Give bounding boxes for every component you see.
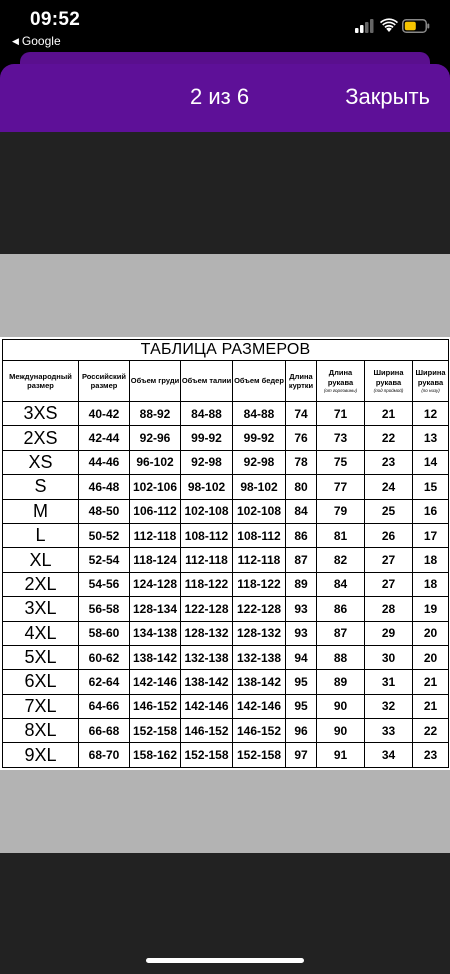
table-cell: 90 bbox=[317, 694, 365, 718]
table-cell: 73 bbox=[317, 426, 365, 450]
table-cell: 92-98 bbox=[181, 450, 233, 474]
back-triangle-icon: ◀ bbox=[12, 35, 19, 46]
table-cell: 86 bbox=[317, 597, 365, 621]
table-cell: 146-152 bbox=[130, 694, 181, 718]
table-row bbox=[3, 499, 449, 523]
size-label-cell: L bbox=[3, 523, 79, 547]
table-cell: 152-158 bbox=[181, 743, 233, 767]
table-cell: 27 bbox=[365, 548, 413, 572]
table-cell: 132-138 bbox=[181, 645, 233, 669]
table-cell: 90 bbox=[317, 719, 365, 743]
size-label-cell: 7XL bbox=[3, 694, 79, 718]
cellular-signal-icon bbox=[355, 19, 375, 33]
column-header bbox=[181, 361, 233, 402]
back-app-label: Google bbox=[21, 34, 61, 48]
table-cell: 13 bbox=[413, 426, 449, 450]
table-cell: 158-162 bbox=[130, 743, 181, 767]
table-cell: 21 bbox=[413, 670, 449, 694]
column-header-label: Объем бедер bbox=[234, 376, 284, 386]
table-cell: 112-118 bbox=[130, 523, 181, 547]
table-cell: 108-112 bbox=[181, 523, 233, 547]
size-label-cell: 5XL bbox=[3, 645, 79, 669]
table-cell: 33 bbox=[365, 719, 413, 743]
column-header-label: Длина рукава bbox=[327, 368, 354, 387]
table-cell: 84-88 bbox=[233, 402, 286, 426]
table-cell: 68-70 bbox=[79, 743, 130, 767]
column-header-note: (по низу) bbox=[421, 388, 440, 394]
back-to-app-link[interactable] bbox=[12, 34, 61, 48]
table-cell: 62-64 bbox=[79, 670, 130, 694]
table-cell: 122-128 bbox=[233, 597, 286, 621]
table-cell: 93 bbox=[286, 621, 317, 645]
table-row bbox=[3, 597, 449, 621]
table-cell: 20 bbox=[413, 621, 449, 645]
table-cell: 44-46 bbox=[79, 450, 130, 474]
table-cell: 20 bbox=[413, 645, 449, 669]
table-cell: 23 bbox=[413, 743, 449, 767]
close-button[interactable]: Закрыть bbox=[345, 84, 430, 109]
table-cell: 54-56 bbox=[79, 572, 130, 596]
column-header-label: Длина куртки bbox=[288, 371, 314, 390]
column-header bbox=[130, 361, 181, 402]
table-cell: 152-158 bbox=[233, 743, 286, 767]
size-label-cell: 9XL bbox=[3, 743, 79, 767]
column-header bbox=[286, 361, 317, 402]
table-cell: 30 bbox=[365, 645, 413, 669]
table-cell: 76 bbox=[286, 426, 317, 450]
table-row bbox=[3, 426, 449, 450]
table-cell: 26 bbox=[365, 523, 413, 547]
table-row bbox=[3, 402, 449, 426]
table-row bbox=[3, 743, 449, 767]
home-indicator[interactable] bbox=[146, 958, 304, 963]
table-row bbox=[3, 475, 449, 499]
table-cell: 89 bbox=[286, 572, 317, 596]
size-label-cell: XS bbox=[3, 450, 79, 474]
battery-low-icon bbox=[402, 19, 430, 33]
table-cell: 23 bbox=[365, 450, 413, 474]
table-cell: 93 bbox=[286, 597, 317, 621]
table-cell: 48-50 bbox=[79, 499, 130, 523]
table-cell: 88 bbox=[317, 645, 365, 669]
size-label-cell: 3XS bbox=[3, 402, 79, 426]
table-cell: 102-108 bbox=[181, 499, 233, 523]
table-cell: 128-132 bbox=[233, 621, 286, 645]
table-cell: 82 bbox=[317, 548, 365, 572]
table-cell: 15 bbox=[413, 475, 449, 499]
size-table-header bbox=[3, 361, 449, 402]
size-label-cell: S bbox=[3, 475, 79, 499]
table-cell: 142-146 bbox=[181, 694, 233, 718]
column-header bbox=[79, 361, 130, 402]
table-cell: 112-118 bbox=[233, 548, 286, 572]
table-cell: 75 bbox=[317, 450, 365, 474]
table-cell: 112-118 bbox=[181, 548, 233, 572]
size-label-cell: XL bbox=[3, 548, 79, 572]
table-cell: 12 bbox=[413, 402, 449, 426]
size-label-cell: 2XL bbox=[3, 572, 79, 596]
wifi-icon bbox=[380, 17, 398, 33]
table-cell: 31 bbox=[365, 670, 413, 694]
table-row bbox=[3, 694, 449, 718]
table-cell: 66-68 bbox=[79, 719, 130, 743]
table-cell: 92-98 bbox=[233, 450, 286, 474]
table-row bbox=[3, 621, 449, 645]
size-label-cell: 8XL bbox=[3, 719, 79, 743]
viewer-background-bottom bbox=[0, 853, 450, 974]
image-counter: 2 из 6 bbox=[190, 84, 250, 109]
size-label-cell: 6XL bbox=[3, 670, 79, 694]
column-header bbox=[317, 361, 365, 402]
column-header-note: (под проймой) bbox=[373, 388, 404, 394]
table-cell: 52-54 bbox=[79, 548, 130, 572]
column-header-label: Ширина рукава bbox=[373, 368, 404, 387]
table-cell: 79 bbox=[317, 499, 365, 523]
column-header bbox=[233, 361, 286, 402]
table-cell: 97 bbox=[286, 743, 317, 767]
table-cell: 102-108 bbox=[233, 499, 286, 523]
column-header bbox=[3, 361, 79, 402]
table-cell: 84 bbox=[286, 499, 317, 523]
column-header bbox=[365, 361, 413, 402]
size-label-cell: 2XS bbox=[3, 426, 79, 450]
table-cell: 92-96 bbox=[130, 426, 181, 450]
table-cell: 25 bbox=[365, 499, 413, 523]
table-cell: 96 bbox=[286, 719, 317, 743]
table-cell: 32 bbox=[365, 694, 413, 718]
table-cell: 84-88 bbox=[181, 402, 233, 426]
table-cell: 95 bbox=[286, 694, 317, 718]
table-cell: 118-122 bbox=[181, 572, 233, 596]
table-cell: 88-92 bbox=[130, 402, 181, 426]
table-cell: 118-124 bbox=[130, 548, 181, 572]
size-label-cell: M bbox=[3, 499, 79, 523]
image-padding-bottom bbox=[0, 770, 450, 853]
image-padding-top bbox=[0, 254, 450, 337]
table-cell: 22 bbox=[365, 426, 413, 450]
table-cell: 29 bbox=[365, 621, 413, 645]
table-cell: 28 bbox=[365, 597, 413, 621]
table-cell: 102-106 bbox=[130, 475, 181, 499]
column-header-label: Российский размер bbox=[81, 371, 126, 390]
table-cell: 146-152 bbox=[233, 719, 286, 743]
table-cell: 99-92 bbox=[181, 426, 233, 450]
table-cell: 14 bbox=[413, 450, 449, 474]
size-label-cell: 4XL bbox=[3, 621, 79, 645]
viewer-background-top bbox=[0, 132, 450, 254]
table-cell: 74 bbox=[286, 402, 317, 426]
table-cell: 138-142 bbox=[233, 670, 286, 694]
table-cell: 98-102 bbox=[233, 475, 286, 499]
table-cell: 138-142 bbox=[130, 645, 181, 669]
table-cell: 19 bbox=[413, 597, 449, 621]
table-cell: 96-102 bbox=[130, 450, 181, 474]
table-cell: 134-138 bbox=[130, 621, 181, 645]
table-cell: 118-122 bbox=[233, 572, 286, 596]
table-cell: 99-92 bbox=[233, 426, 286, 450]
size-chart-image[interactable] bbox=[0, 337, 450, 770]
table-cell: 56-58 bbox=[79, 597, 130, 621]
status-bar bbox=[0, 0, 450, 58]
table-cell: 71 bbox=[317, 402, 365, 426]
size-table-body bbox=[3, 402, 449, 768]
table-row bbox=[3, 670, 449, 694]
table-cell: 138-142 bbox=[181, 670, 233, 694]
table-cell: 77 bbox=[317, 475, 365, 499]
table-cell: 40-42 bbox=[79, 402, 130, 426]
table-cell: 86 bbox=[286, 523, 317, 547]
table-cell: 24 bbox=[365, 475, 413, 499]
table-cell: 128-132 bbox=[181, 621, 233, 645]
table-cell: 95 bbox=[286, 670, 317, 694]
table-row bbox=[3, 450, 449, 474]
table-cell: 91 bbox=[317, 743, 365, 767]
table-cell: 146-152 bbox=[181, 719, 233, 743]
size-table bbox=[2, 339, 449, 768]
table-cell: 42-44 bbox=[79, 426, 130, 450]
table-cell: 18 bbox=[413, 548, 449, 572]
table-cell: 50-52 bbox=[79, 523, 130, 547]
table-cell: 142-146 bbox=[130, 670, 181, 694]
column-header-note: (от горловины) bbox=[323, 388, 358, 394]
table-cell: 22 bbox=[413, 719, 449, 743]
table-cell: 27 bbox=[365, 572, 413, 596]
column-header-label: Международный размер bbox=[9, 371, 72, 390]
column-header-label: Объем груди bbox=[130, 376, 180, 386]
table-cell: 152-158 bbox=[130, 719, 181, 743]
table-cell: 64-66 bbox=[79, 694, 130, 718]
table-cell: 98-102 bbox=[181, 475, 233, 499]
table-cell: 84 bbox=[317, 572, 365, 596]
table-cell: 17 bbox=[413, 523, 449, 547]
table-cell: 87 bbox=[286, 548, 317, 572]
table-row bbox=[3, 572, 449, 596]
table-cell: 78 bbox=[286, 450, 317, 474]
table-cell: 80 bbox=[286, 475, 317, 499]
size-label-cell: 3XL bbox=[3, 597, 79, 621]
table-cell: 122-128 bbox=[181, 597, 233, 621]
column-header-label: Ширина рукава bbox=[415, 368, 446, 387]
table-cell: 58-60 bbox=[79, 621, 130, 645]
table-cell: 34 bbox=[365, 743, 413, 767]
column-header bbox=[413, 361, 449, 402]
table-cell: 106-112 bbox=[130, 499, 181, 523]
table-row bbox=[3, 548, 449, 572]
table-cell: 89 bbox=[317, 670, 365, 694]
table-cell: 16 bbox=[413, 499, 449, 523]
table-row bbox=[3, 645, 449, 669]
column-header-label: Объем талии bbox=[181, 376, 232, 386]
table-cell: 132-138 bbox=[233, 645, 286, 669]
table-cell: 81 bbox=[317, 523, 365, 547]
size-table-title: ТАБЛИЦА РАЗМЕРОВ bbox=[3, 340, 449, 361]
table-row bbox=[3, 719, 449, 743]
table-cell: 142-146 bbox=[233, 694, 286, 718]
table-cell: 87 bbox=[317, 621, 365, 645]
table-cell: 18 bbox=[413, 572, 449, 596]
table-cell: 21 bbox=[365, 402, 413, 426]
table-cell: 60-62 bbox=[79, 645, 130, 669]
viewer-header bbox=[0, 64, 450, 132]
table-cell: 128-134 bbox=[130, 597, 181, 621]
table-cell: 94 bbox=[286, 645, 317, 669]
table-cell: 46-48 bbox=[79, 475, 130, 499]
table-row bbox=[3, 523, 449, 547]
status-time: 09:52 bbox=[30, 9, 81, 30]
table-cell: 108-112 bbox=[233, 523, 286, 547]
table-cell: 21 bbox=[413, 694, 449, 718]
table-cell: 124-128 bbox=[130, 572, 181, 596]
